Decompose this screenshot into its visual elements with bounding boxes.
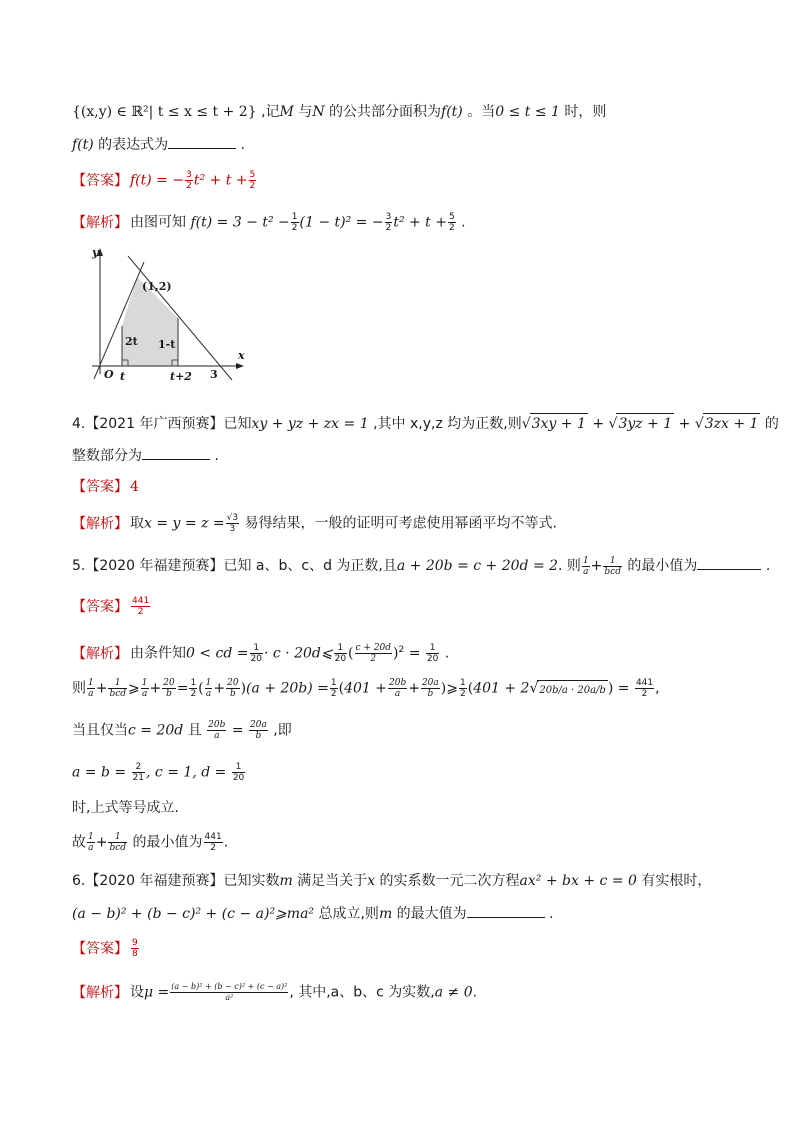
- analysis-tag: 【解析】: [72, 984, 128, 1001]
- q5-answer: 【答案】 $\frac{441}{2}$: [72, 596, 150, 617]
- analysis-tag: 【解析】: [72, 214, 128, 231]
- q3-figure: [84, 244, 260, 392]
- q6-stem-line2: (a − b)² + (b − c)² + (c − a)²⩾ma² 总成立,则m 的最大值为 .: [72, 903, 554, 924]
- answer-tag: 【答案】: [72, 940, 128, 957]
- label-origin: O: [104, 368, 114, 381]
- label-1t: 1-t: [158, 338, 176, 351]
- q3-set: {(x,y) ∈ ℝ²| t ≤ x ≤ t + 2}: [72, 104, 257, 120]
- q4-analysis: 【解析】 取x = y = z = $\frac{√3}{3}$ 易得结果，一般的证明可考虑使用幂函平均不等式.: [72, 513, 557, 534]
- q3-stem-line1: {(x,y) ∈ ℝ²| t ≤ x ≤ t + 2} ,记M 与N 的公共部分面积为f(t) 。当0 ≤ t ≤ 1 时，则: [72, 104, 607, 120]
- q5-analysis-line3: 当且仅当c = 20d 且 $\frac{20b}{a}$ = $\frac{20a}{b}$ ,即: [72, 720, 292, 741]
- answer-tag: 【答案】: [72, 479, 128, 495]
- question-number: 6.: [72, 873, 86, 889]
- analysis-tag: 【解析】: [72, 515, 128, 532]
- answer-blank: [142, 445, 210, 460]
- q6-answer: 【答案】 $\frac{9}{8}$: [72, 938, 138, 959]
- q5-analysis-line2: 则 $\frac{1}{a}$ + $\frac{1}{\text{bcd}}$ ⩾ $\frac{1}{a}$ + $\frac{20}{b}$ = $\frac{1}{2}$ ( $\frac{1}{a}$ + $\frac{20}{b}$ )(a + 20b) = $\frac{1}{2}$ (401 + $\frac{20b}{a}$ + $\frac{20a}{b}$ )⩾ $\frac{1}{2}$ (401 + 2√20b/a · 20a/b ) = $\frac{441}{2}$ ,: [72, 678, 660, 699]
- q3-analysis: 【解析】 由图可知 f(t) = 3 − t² − $\frac{1}{2}$ (1 − t)² = − $\frac{3}{2}$ t² + t + $\frac{5}{2}$ .: [72, 212, 466, 233]
- question-number: 4.: [72, 416, 86, 432]
- label-point: (1,2): [142, 280, 172, 293]
- x-axis-arrow: [236, 363, 244, 369]
- label-t2: t+2: [170, 370, 192, 383]
- q6-stem-line1: 6.【2020 年福建预赛】已知实数m 满足当关于x 的实系数一元二次方程ax² + bx + c = 0 有实根时，: [72, 873, 712, 889]
- source: 【2020 年福建预赛】: [85, 873, 224, 889]
- q4-stem-line1: 4.【2021 年广西预赛】已知xy + yz + zx = 1 ,其中 x,y,z 均为正数,则√3xy + 1 + √3yz + 1 + √3zx + 1 的: [72, 413, 779, 434]
- label-t: t: [120, 370, 126, 383]
- source: 【2020 年福建预赛】: [85, 558, 224, 574]
- label-y: y: [92, 246, 99, 259]
- q6-analysis: 【解析】 设μ = $\frac{\text{(a − b)² + (b − c)² + (c − a)²}}{\text{a²}}$ , 其中,a、b、c 为实数,a ≠ 0.: [72, 982, 478, 1002]
- q5-analysis-line4: a = b = $\frac{2}{21}$ , c = 1, d = $\frac{1}{20}$: [72, 762, 245, 783]
- answer-blank: [697, 555, 761, 570]
- q5-stem: 5.【2020 年福建预赛】已知 a、b、c、d 为正数,且a + 20b = c + 20d = 2. 则 $\frac{1}{a}$ + $\frac{1}{\text{bcd}}$ 的最小值为 .: [72, 555, 771, 577]
- answer-tag: 【答案】: [72, 172, 128, 189]
- label-2t: 2t: [125, 335, 138, 348]
- answer-tag: 【答案】: [72, 598, 128, 615]
- q3-stem-line2: f(t) 的表达式为 .: [72, 134, 245, 155]
- source: 【2021 年广西预赛】: [85, 416, 224, 432]
- q5-analysis-line5: 时,上式等号成立.: [72, 800, 179, 816]
- analysis-tag: 【解析】: [72, 645, 128, 662]
- answer-blank: [168, 134, 236, 149]
- question-number: 5.: [72, 558, 86, 574]
- label-x: x: [238, 349, 245, 362]
- q3-figure-svg: [84, 244, 260, 392]
- answer-blank: [467, 903, 545, 918]
- q4-stem-line2: 整数部分为 .: [72, 445, 219, 466]
- label-3: 3: [210, 368, 218, 381]
- q3-answer: 【答案】 f(t) = − $\frac{3}{2}$ t² + t + $\frac{5}{2}$: [72, 170, 256, 191]
- q5-analysis-line6: 故 $\frac{1}{a}$ + $\frac{1}{\text{bcd}}$ 的最小值为 $\frac{441}{2}$ .: [72, 832, 229, 853]
- q5-analysis-line1: 【解析】 由条件知0 < cd = $\frac{1}{20}$ · c · 20d⩽ $\frac{1}{20}$ ( $\frac{c + 20d}{2}$ )$^2$ = $\frac{1}{20}$ .: [72, 643, 450, 665]
- q4-answer: 【答案】 4: [72, 479, 139, 495]
